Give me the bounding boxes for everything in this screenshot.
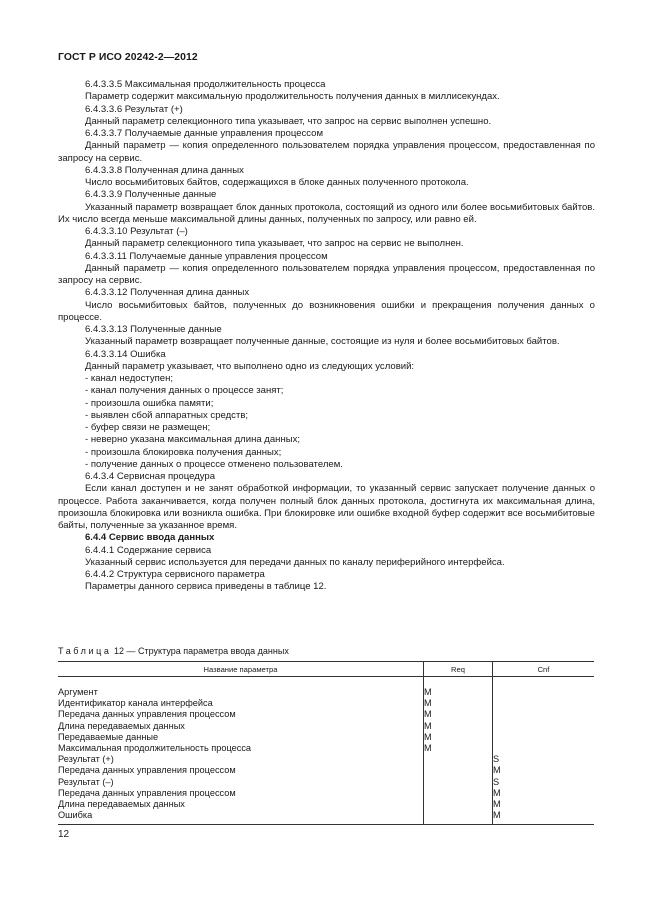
table-row — [58, 709, 594, 720]
paragraph: Если канал доступен и не занят обработкой информации, то указанный сервис запускает получение данных о процессе. Работа заканчивается, когда получен полный блок данных протокола, достигнута их максимальная длина, произошла блокировка или возникла ошибка. При блокировке или ошибке входной буфер содержит все восьмибитовые байты, полученные за указанное время. — [58, 483, 595, 531]
table-row — [58, 732, 594, 743]
param-cnf: M — [493, 788, 595, 799]
param-name: Длина передаваемых данных — [58, 720, 185, 731]
section-heading: 6.4.3.3.10 Результат (–) — [85, 226, 188, 237]
param-req: M — [424, 698, 493, 709]
section-heading: 6.4.4.2 Структура сервисного параметра — [85, 569, 265, 580]
param-cnf — [493, 743, 595, 754]
list-item: - буфер связи не размещен; — [85, 422, 211, 433]
list-item: - неверно указана максимальная длина данных; — [85, 434, 301, 446]
table-caption — [58, 646, 289, 656]
table-row — [58, 687, 594, 698]
param-req: M — [424, 709, 493, 720]
section-heading: 6.4.3.4 Сервисная процедура — [85, 471, 216, 482]
table-caption-text: 12 — Структура параметра ввода данных — [114, 646, 289, 656]
param-name: Максимальная продолжительность процесса — [58, 743, 252, 754]
paragraph: Данный параметр — копия определенного пользователем порядка управления процессом, предоставленная по запросу на сервис. — [58, 262, 595, 286]
list-item: - выявлен сбой аппаратных средств; — [85, 409, 249, 421]
section-heading: 6.4.3.3.13 Полученные данные — [85, 324, 222, 335]
param-req: M — [424, 687, 493, 698]
param-req: M — [424, 743, 493, 754]
param-req — [424, 788, 493, 799]
list-item: - канал получения данных о процессе занят; — [85, 385, 284, 397]
param-name: Передача данных управления процессом — [58, 709, 236, 720]
column-header-cnf: Cnf — [493, 662, 595, 677]
param-req — [424, 799, 493, 810]
column-header-name: Название параметра — [58, 662, 424, 677]
param-req: M — [424, 732, 493, 743]
paragraph: Параметр содержит максимальную продолжительность получения данных в миллисекундах. — [85, 91, 500, 103]
paragraph: Число восьмибитовых байтов, полученных до возникновения ошибки и прекращения получения данных о процессе. — [58, 299, 595, 323]
section-heading: 6.4.3.3.14 Ошибка — [85, 348, 166, 360]
paragraph: Параметры данного сервиса приведены в таблице 12. — [85, 581, 327, 593]
section-heading: 6.4.4.1 Содержание сервиса — [85, 544, 212, 556]
param-name: Идентификатор канала интерфейса — [58, 698, 213, 709]
param-cnf — [493, 732, 595, 743]
paragraph: Данный параметр — копия определенного пользователем порядка управления процессом, предоставленная по запросу на сервис. — [58, 140, 595, 164]
page-number: 12 — [58, 829, 70, 840]
list-item: - произошла ошибка памяти; — [85, 397, 214, 409]
paragraph: Указанный сервис используется для передачи данных по каналу периферийного интерфейса. — [85, 556, 505, 568]
param-req — [424, 765, 493, 776]
section-heading: 6.4.3.3.5 Максимальная продолжительность процесса — [85, 79, 326, 90]
column-header-req: Req — [424, 662, 493, 677]
param-cnf — [493, 698, 595, 709]
param-req: M — [424, 721, 493, 732]
table-row — [58, 765, 594, 776]
table-row — [58, 799, 594, 810]
table-row — [58, 721, 594, 732]
section-heading: 6.4.3.3.11 Получаемые данные управления процессом — [85, 250, 328, 262]
param-req — [424, 777, 493, 788]
section-heading: 6.4.3.3.12 Полученная длина данных — [85, 287, 250, 299]
paragraph: Данный параметр селекционного типа указывает, что запрос на сервис не выполнен. — [85, 238, 464, 250]
section-heading-bold: 6.4.4 Сервис ввода данных — [85, 532, 215, 544]
table-caption-label: Таблица — [58, 646, 112, 656]
param-name: Передача данных управления процессом — [58, 765, 236, 776]
paragraph: Число восьмибитовых байтов, содержащихся в блоке данных полученного протокола. — [85, 177, 469, 188]
param-name: Результат (–) — [58, 776, 114, 787]
param-cnf: M — [493, 810, 595, 821]
section-heading: 6.4.3.3.6 Результат (+) — [85, 103, 183, 115]
parameter-table — [58, 661, 594, 825]
table-row — [58, 777, 594, 788]
table-header-row — [58, 662, 594, 677]
param-name: Аргумент — [58, 687, 98, 697]
paragraph: Данный параметр селекционного типа указывает, что запрос на сервис выполнен успешно. — [85, 115, 492, 127]
table-row — [58, 754, 594, 765]
list-item: - получение данных о процессе отменено пользователем. — [85, 458, 343, 470]
param-name: Длина передаваемых данных — [58, 799, 185, 810]
param-cnf — [493, 721, 595, 732]
list-item: - произошла блокировка получения данных; — [85, 446, 282, 458]
param-cnf: M — [493, 799, 595, 810]
param-name: Результат (+) — [58, 754, 114, 765]
paragraph: Указанный параметр возвращает блок данных протокола, состоящий из одного или более восьмибитовых байтов. Их число всегда меньше максимальной длины данных, полученных по запросу, или равно ей. — [58, 201, 595, 225]
table-row — [58, 698, 594, 709]
param-cnf: S — [493, 777, 595, 788]
param-name: Передаваемые данные — [58, 731, 159, 742]
table-row — [58, 743, 594, 754]
section-heading: 6.4.3.3.8 Полученная длина данных — [85, 164, 244, 176]
document-body — [58, 79, 595, 594]
list-item: - канал недоступен; — [85, 373, 174, 384]
param-req — [424, 810, 493, 821]
section-heading: 6.4.3.3.7 Получаемые данные управления процессом — [85, 128, 324, 139]
table-row — [58, 810, 594, 821]
param-req — [424, 754, 493, 765]
param-cnf: S — [493, 754, 595, 765]
param-cnf — [493, 687, 595, 698]
param-name: Передача данных управления процессом — [58, 787, 236, 798]
param-name: Ошибка — [58, 810, 93, 821]
section-heading: 6.4.3.3.9 Полученные данные — [85, 189, 217, 201]
param-cnf — [493, 709, 595, 720]
table-row — [58, 788, 594, 799]
paragraph: Данный параметр указывает, что выполнено одно из следующих условий: — [85, 360, 415, 372]
paragraph: Указанный параметр возвращает полученные данные, состоящие из нуля и более восьмибитовых байтов. — [85, 336, 560, 348]
param-cnf: M — [493, 765, 595, 776]
document-header: ГОСТ Р ИСО 20242-2—2012 — [58, 52, 198, 63]
